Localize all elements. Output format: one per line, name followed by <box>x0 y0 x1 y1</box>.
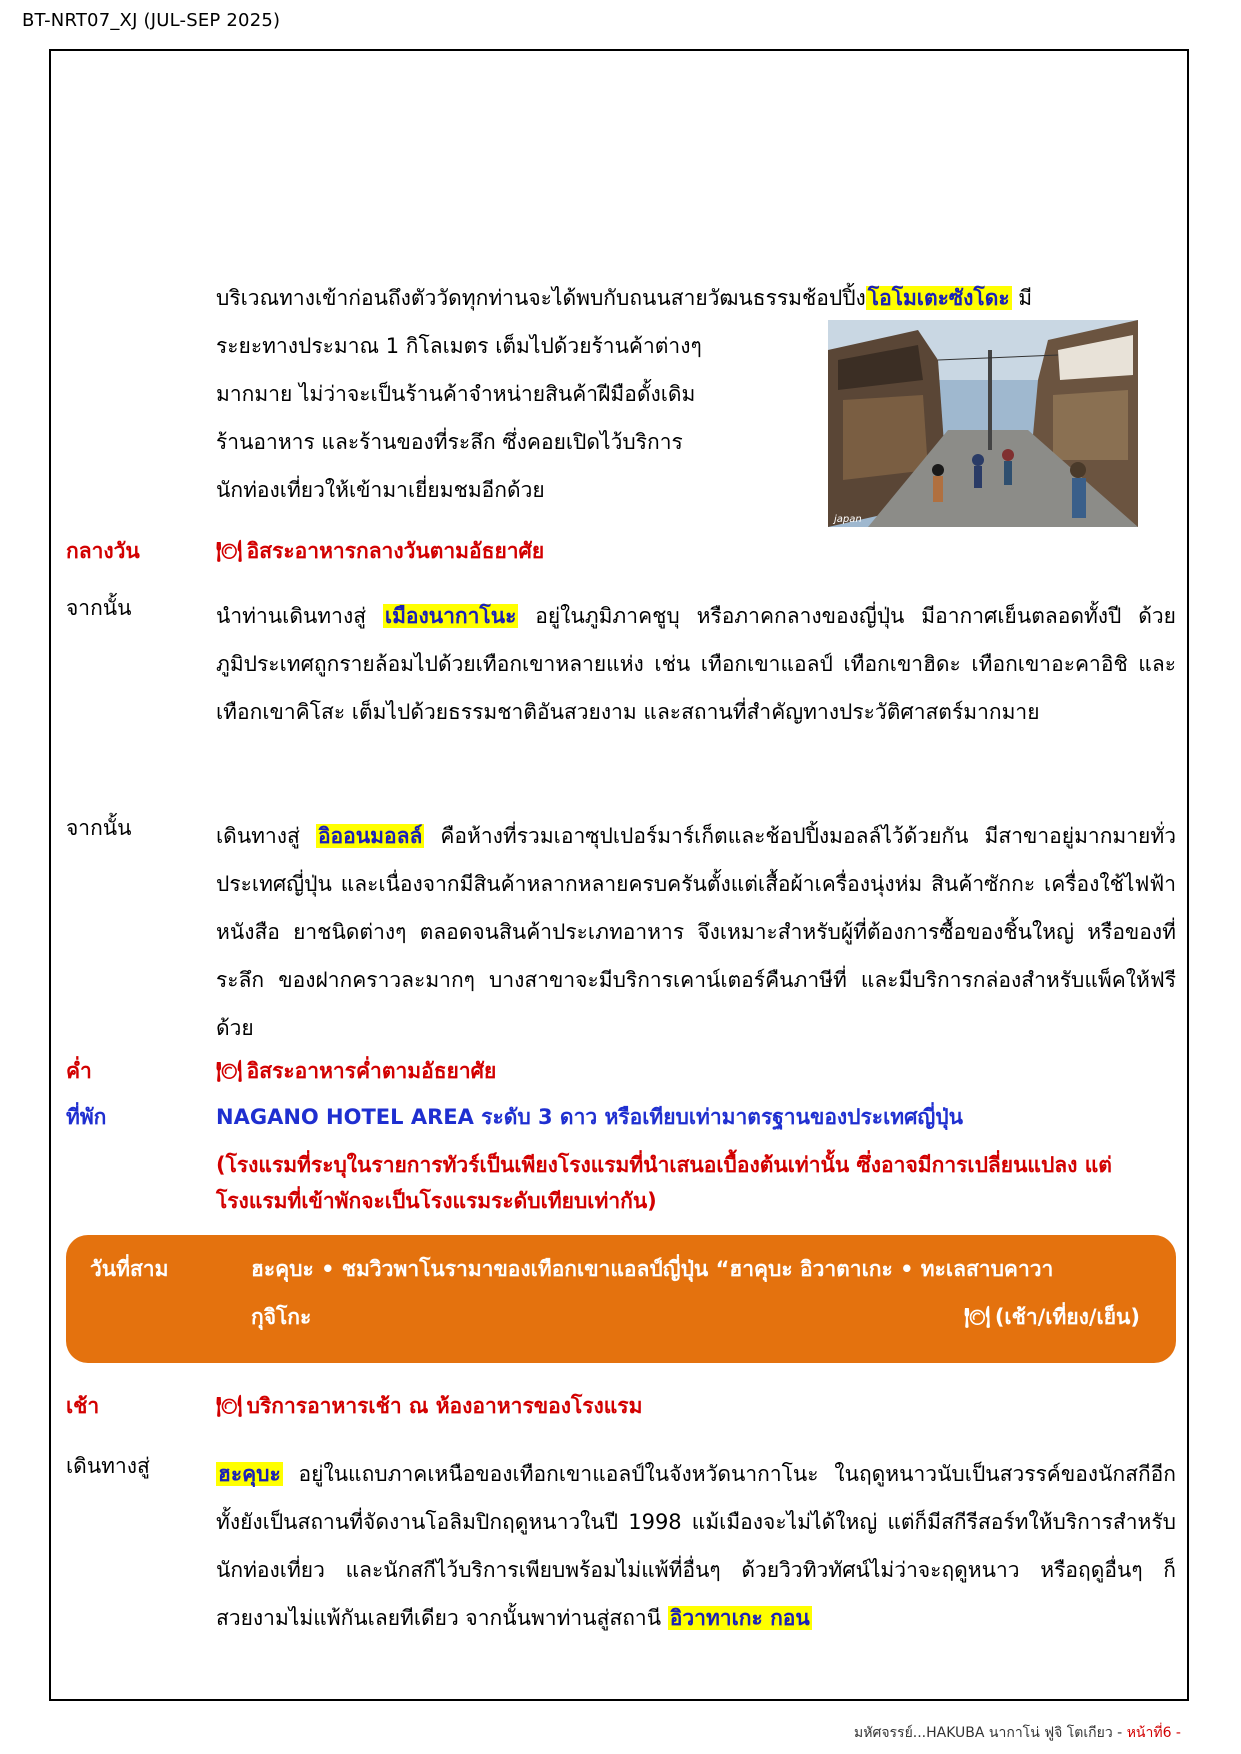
lunch-meal <box>216 535 544 567</box>
hakuba-highlight: ฮะคุบะ <box>218 1462 281 1486</box>
hakuba-text-post: อยู่ในแถบภาคเหนือของเทือกเขาแอลป์ในจังหวัดนากาโนะ ในฤดูหนาวนับเป็นสวรรค์ของนักสกีอีกทั้งยังเป็นสถานที่จัดงานโอลิมปิกฤดูหนาวในปี 1998 แม้เมืองจะไม่ได้ใหญ่ แต่ก็มีสกีรีสอร์ทให้บริการสำหรับนักท่องเที่ยว และนักสกีไว้บริการเพียบพร้อมไม่แพ้ที่อื่นๆ ด้วยวิวทิวทัศน์ไม่ว่าจะฤดูหนาว หรือฤดูอื่นๆ ก็สวยงามไม่แพ้กันเลยทีเดียว จากนั้นพาท่านสู่สถานี <box>216 1462 1176 1630</box>
omotesando-line-5: นักท่องเที่ยวให้เข้ามาเยี่ยมชมอีกด้วย <box>216 478 545 502</box>
nagano-label: จากนั้น <box>66 596 132 620</box>
breakfast-label: เช้า <box>66 1394 100 1418</box>
day-3-label: วันที่สาม <box>90 1257 169 1281</box>
nagano-paragraph <box>216 592 1176 736</box>
omotesando-line-3: มากมาย ไม่ว่าจะเป็นร้านค้าจำหน่ายสินค้าฝีมือดั้งเดิม <box>216 382 696 406</box>
day-3-meals-text: (เช้า/เที่ยง/เย็น) <box>994 1305 1140 1329</box>
nagano-text-pre: นำท่านเดินทางสู่ <box>216 604 383 628</box>
aeon-label: จากนั้น <box>66 816 132 840</box>
dining-icon: 🍽 <box>216 1059 243 1083</box>
aeon-text-pre: เดินทางสู่ <box>216 824 316 848</box>
day-3-meals <box>964 1301 1140 1334</box>
lunch-text: อิสระอาหารกลางวันตามอัธยาศัย <box>246 539 545 563</box>
dining-icon: 🍽 <box>216 1394 243 1418</box>
footer-text: มหัศจรรย์...HAKUBA นากาโน่ ฟูจิ โตเกียว - <box>853 1725 1127 1741</box>
aeon-highlight: อิออนมอลล์ <box>317 824 423 848</box>
page-number: หน้าที่6 - <box>1126 1725 1181 1741</box>
omotesando-line-4: ร้านอาหาร และร้านของที่ระลึก ซึ่งคอยเปิดไว้บริการ <box>216 430 683 454</box>
dining-icon: 🍽 <box>216 539 243 563</box>
hakuba-label: เดินทางสู่ <box>66 1454 150 1478</box>
dinner-label: ค่ำ <box>66 1059 92 1083</box>
day-3-title-line-1: ฮะคุบะ • ชมวิวพาโนรามาของเทือกเขาแอลป์ญี่ปุ่น “ฮาคุบะ อิวาตาเกะ • ทะเลสาบคาวา <box>251 1257 1054 1281</box>
day-3-banner <box>66 1235 1176 1363</box>
omotesando-line-1 <box>216 282 1176 314</box>
nagano-highlight: เมืองนากาโนะ <box>384 604 517 628</box>
page-footer <box>854 1722 1181 1744</box>
omotesando-line-2: ระยะทางประมาณ 1 กิโลเมตร เต็มไปด้วยร้านค้าต่างๆ <box>216 334 702 358</box>
photo-watermark: japan <box>834 514 862 525</box>
aeon-text-post: คือห้างที่รวมเอาซุปเปอร์มาร์เก็ตและช้อปปิ้งมอลล์ไว้ด้วยกัน มีสาขาอยู่มากมายทั่วประเทศญี่ปุ่น และเนื่องจากมีสินค้าหลากหลายครบครันตั้งแต่เสื้อผ้าเครื่องนุ่งห่ม สินค้าซักกะ เครื่องใช้ไฟฟ้า หนังสือ ยาชนิดต่างๆ ตลอดจนสินค้าประเภทอาหาร จึงเหมาะสำหรับผู้ที่ต้องการซื้อของชิ้นใหญ่ หรือของที่ระลึก ของฝากคราวละมากๆ บางสาขาจะมีบริการเคาน์เตอร์คืนภาษีที่ และมีบริการกล่องสำหรับแพ็คให้ฟรีด้วย <box>216 824 1176 1040</box>
breakfast-text: บริการอาหารเช้า ณ ห้องอาหารของโรงแรม <box>246 1394 643 1418</box>
dining-icon: 🍽 <box>964 1305 991 1329</box>
aeon-paragraph <box>216 812 1176 1052</box>
day-3-title-line-2: กุจิโกะ <box>251 1305 312 1329</box>
hotel-label: ที่พัก <box>66 1105 107 1129</box>
document-code: BT-NRT07_XJ (JUL-SEP 2025) <box>22 10 281 31</box>
omotesando-highlight: โอโมเตะซังโดะ <box>867 286 1010 310</box>
dinner-meal <box>216 1055 496 1087</box>
omotesando-text-post: มี <box>1011 286 1033 310</box>
hakuba-paragraph <box>216 1450 1176 1642</box>
hotel-text: NAGANO HOTEL AREA ระดับ 3 ดาว หรือเทียบเท่ามาตรฐานของประเทศญี่ปุ่น <box>216 1105 963 1129</box>
omotesando-text-pre: บริเวณทางเข้าก่อนถึงตัววัดทุกท่านจะได้พบกับถนนสายวัฒนธรรมช้อปปิ้ง <box>216 286 866 310</box>
hotel-note: (โรงแรมที่ระบุในรายการทัวร์เป็นเพียงโรงแรมที่นำเสนอเบื้องต้นเท่านั้น ซึ่งอาจมีการเปลี่ยนแปลง แต่โรงแรมที่เข้าพักจะเป็นโรงแรมระดับเทียบเท่ากัน) <box>216 1153 1112 1213</box>
nagano-text-post: อยู่ในภูมิภาคชูบุ หรือภาคกลางของญี่ปุ่น มีอากาศเย็นตลอดทั้งปี ด้วยภูมิประเทศถูกรายล้อมไปด้วยเทือกเขาหลายแห่ง เช่น เทือกเขาแอลป์ เทือกเขาฮิดะ เทือกเขาอะคาอิชิ และเทือกเขาคิโสะ เต็มไปด้วยธรรมชาติอันสวยงาม และสถานที่สำคัญทางประวัติศาสตร์มากมาย <box>216 604 1176 724</box>
dinner-text: อิสระอาหารค่ำตามอัธยาศัย <box>246 1059 497 1083</box>
breakfast-meal <box>216 1390 642 1422</box>
omotesando-street-photo <box>828 320 1138 527</box>
iwatake-highlight: อิวาทาเกะ กอน <box>669 1606 810 1630</box>
lunch-label: กลางวัน <box>66 539 140 563</box>
